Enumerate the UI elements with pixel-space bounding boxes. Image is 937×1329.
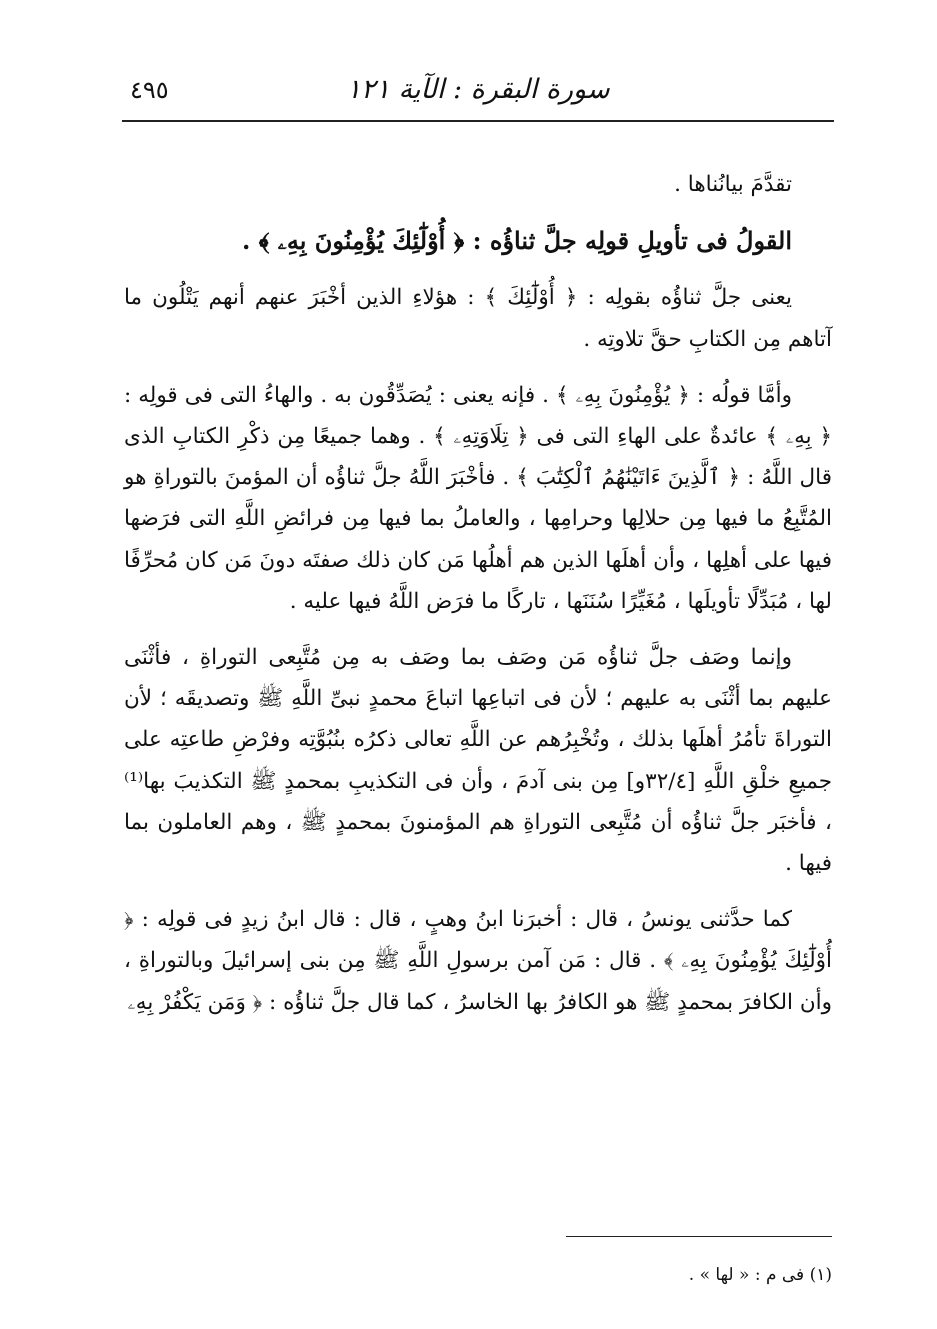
paragraph-4: وأمَّا قولُه : ﴿ يُؤْمِنُونَ بِهِۦ ﴾ . فإنه يعنى : يُصَدِّقُون به . والهاءُ التى فى قولِه : ﴿ بِهِۦ ﴾ عائدةٌ على الهاءِ التى فى ﴿ تِلَاوَتِهِۦ ﴾ . وهما جميعًا مِن ذكْرِ الكتابِ الذى قال اللَّهُ : ﴿ ٱلَّذِينَ ءَاتَيْنَٰهُمُ ٱلْكِتَٰبَ ﴾ . فأخْبَرَ اللَّهُ جلَّ ثناؤُه أن المؤمنَ بالتوراةِ هو المُتَّبِعُ ما فيها مِن حلالِها وحرامِها ، والعاملُ بما فيها مِن فرائضِ اللَّهِ التى فرَضها فيها على أهلِها ، وأن أهلَها الذين هم أهلُها مَن كان ذلك صفتَه دونَ مَن كان مُحرِّفًا لها ، مُبَدِّلًا تأويلَها ، مُغَيِّرًا سُنَنَها ، تاركًا ما فرَض اللَّهُ فيها عليه . [124, 382, 832, 614]
running-title: سورة البقرة : الآية ١٢١ [346, 74, 610, 105]
paragraph-1: تقدَّمَ بيانُناها . [674, 172, 792, 197]
section-heading: القولُ فى تأويلِ قولِه جلَّ ثناؤُه : ﴿ أُوْلَٰٓئِكَ يُؤْمِنُونَ بِهِۦ ﴾ . [242, 226, 792, 256]
footnote: (١) فى م : « لها » . [688, 1265, 832, 1285]
page-header [122, 62, 834, 122]
paragraph-5: وإنما وصَف جلَّ ثناؤُه مَن وصَف بما وصَف به مِن مُتَّبِعى التوراةِ ، فأثْنَى عليهم بما أثْنَى به عليهم ؛ لأن فى اتباعِها اتباعَ محمدٍ نبىِّ اللَّهِ ﷺ وتصديقَه ؛ لأن التوراةَ تأمُرُ أهلَها بذلك ، وتُخْبِرُهم عن اللَّهِ تعالى ذكرُه بنُبُوَّتِه وفرْضِ طاعتِه على جميعِ خلْقِ اللَّهِ [٣٢/٤و] مِن بنى آدمَ ، وأن فى التكذيبِ بمحمدٍ ﷺ التكذيبَ بها⁽¹⁾ ، فأخبَر جلَّ ثناؤُه أن مُتَّبِعى التوراةِ هم المؤمنونَ بمحمدٍ ﷺ ، وهم العاملون بما فيها . [124, 645, 832, 877]
footnote-rule [566, 1236, 832, 1237]
paragraph-6: كما حدَّثنى يونسُ ، قال : أخبرَنا ابنُ وهبٍ ، قال : قال ابنُ زيدٍ فى قولِه : ﴿ أُوْلَٰٓئِكَ يُؤْمِنُونَ بِهِۦ ﴾ . قال : مَن آمن برسولِ اللَّهِ ﷺ مِن بنى إسرائيلَ وبالتوراةِ ، وأن الكافرَ بمحمدٍ ﷺ هو الكافرُ بها الخاسرُ ، كما قال جلَّ ثناؤُه : ﴿ وَمَن يَكْفُرْ بِهِۦ [124, 907, 832, 1015]
main-text [124, 164, 832, 1038]
header-rule [122, 120, 834, 122]
paragraph-3: يعنى جلَّ ثناؤُه بقولِه : ﴿ أُوْلَٰٓئِكَ ﴾ : هؤلاءِ الذين أخْبَرَ عنهم أنهم يَتْلُون ما آتاهم مِن الكتابِ حقَّ تلاوتِه . [124, 285, 832, 352]
page-number: ٤٩٥ [130, 76, 169, 104]
